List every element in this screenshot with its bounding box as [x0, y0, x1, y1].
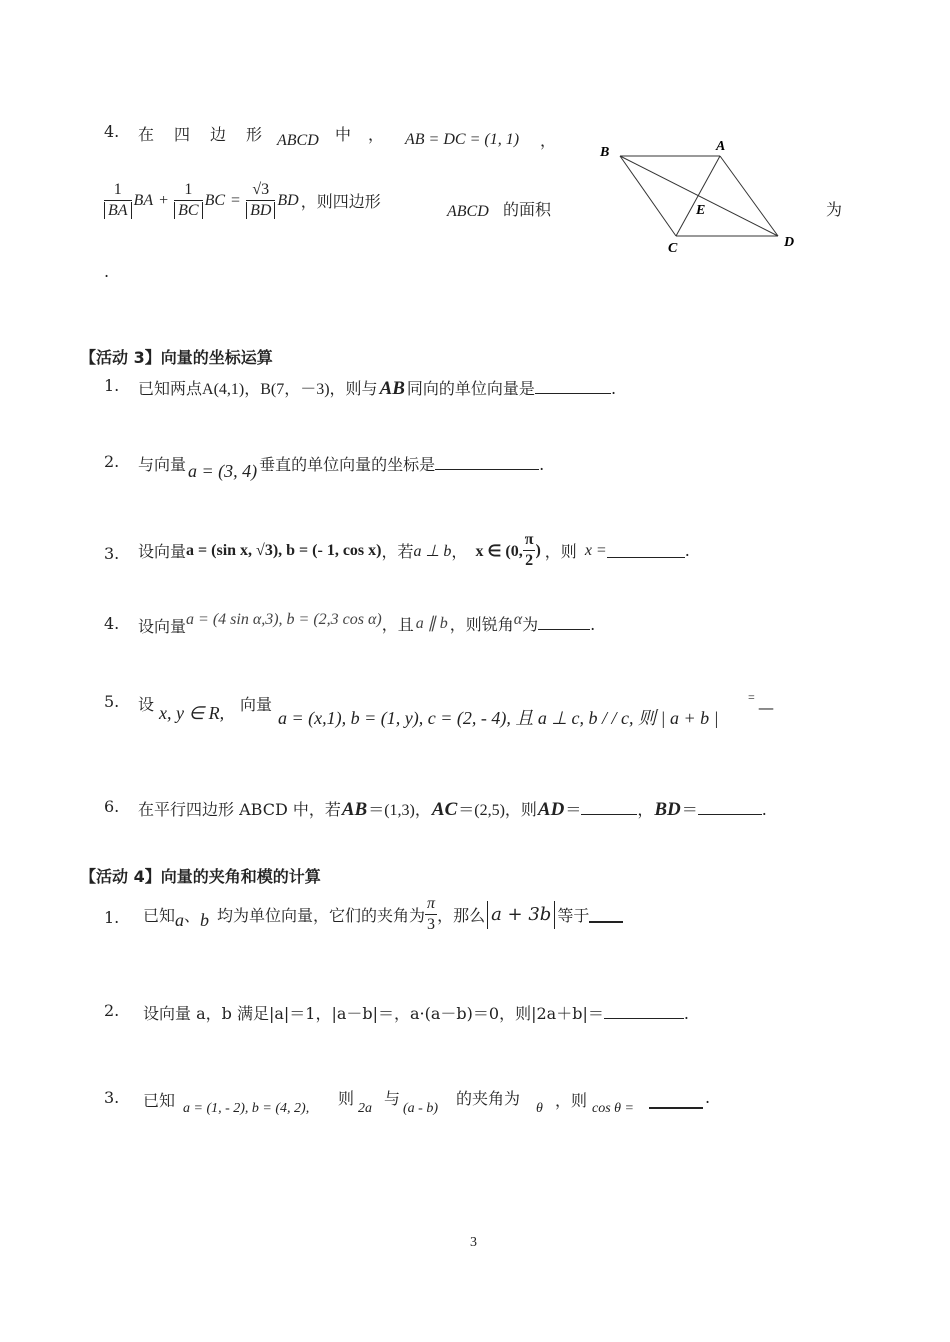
a4-q3-text-b: 的夹角为 — [456, 1089, 521, 1108]
p4-text-1: 在 四 边 形 — [138, 125, 265, 144]
a3-q6-bd: BD — [654, 799, 681, 820]
p4-frac-3-den: BD — [246, 202, 275, 219]
a3-q6-answer-blank-2 — [698, 800, 762, 815]
a4-q1-text-c: ，那么 — [437, 906, 486, 925]
label-b: B — [600, 145, 610, 160]
a4-q2-end: . — [683, 1004, 689, 1023]
a3-q4-alpha: α — [513, 611, 523, 628]
edge-cb — [620, 156, 676, 236]
a3-q6-text-f: ＝ — [681, 800, 698, 819]
a3-q4-text-b: ，且 — [381, 615, 414, 634]
p4-comma: ， — [368, 125, 385, 144]
a4-q3-answer-blank — [649, 1093, 703, 1109]
p4-frac-3 — [246, 180, 275, 221]
activity-3-title: 【活动 3】向量的坐标运算 — [80, 348, 273, 367]
a3-q2-number: 2. — [104, 452, 120, 471]
p4-frac-1-num: 1 — [104, 180, 132, 201]
a3-q4-parallel: a ∥ b — [415, 615, 448, 632]
a4-q3-ze: 则 — [338, 1089, 355, 1108]
a4-q1-a: a — [175, 910, 185, 930]
diagonal-ac — [676, 156, 720, 236]
p4-text-2: ，则四边形 — [300, 192, 381, 211]
a3-q6-text-d: ＝ — [565, 800, 582, 819]
a3-q3 — [138, 530, 690, 571]
a3-q1-text-a: 已知两点 — [138, 379, 203, 398]
label-c: C — [668, 241, 678, 256]
a3-q3-vectors: a = (sin x, √3), b = (- 1, cos x) — [186, 541, 382, 559]
a3-q6-answer-blank-1 — [581, 800, 637, 815]
a4-q1-pi-over-3 — [425, 894, 437, 935]
a3-q1-ab: AB — [379, 378, 405, 399]
a4-q3-cos: cos θ = — [592, 1101, 634, 1116]
a3-q4-text-c: ，则锐角 — [449, 615, 514, 634]
p4-frac-2-den: BC — [174, 202, 202, 219]
p4-bd: BD — [277, 191, 299, 209]
a4-q1-pi: π — [425, 894, 437, 915]
a3-q2-text-b: 垂直的单位向量的坐标是 — [259, 455, 436, 474]
a3-q6-text-e: ， — [637, 800, 654, 819]
a3-q1-answer-blank — [535, 379, 611, 394]
p4-abcd: ABCD — [277, 132, 319, 149]
a3-q6-text-b: ＝(1,3)， — [368, 802, 431, 819]
p4-eq-tail: ， — [540, 131, 557, 150]
a3-q4-text-d: 为 — [522, 615, 539, 634]
quadrilateral-figure — [590, 130, 810, 260]
a3-q3-pi-over-2 — [523, 530, 536, 571]
p4-dot: . — [104, 262, 110, 281]
activity-4-title: 【活动 4】向量的夹角和模的计算 — [80, 867, 321, 886]
a3-q6-ac: AC — [431, 799, 458, 820]
a4-q3-vectors: a = (1, - 2), b = (4, 2), — [183, 1101, 310, 1116]
a3-q3-text-c: ， — [451, 542, 468, 561]
a3-q6-text-c: ＝(2,5)，则 — [458, 802, 537, 819]
a3-q3-end: . — [684, 541, 690, 560]
a3-q3-text-b: ，若 — [381, 542, 414, 561]
a4-q3-end: . — [705, 1088, 711, 1107]
a4-q1 — [143, 894, 623, 935]
a3-q6 — [138, 797, 767, 821]
a3-q4-end: . — [590, 615, 596, 634]
a3-q5-equals: = — [748, 690, 755, 704]
a3-q6-end: . — [761, 800, 767, 819]
a4-q3-number: 3. — [104, 1088, 120, 1107]
a3-q2 — [138, 452, 545, 481]
a3-q2-end: . — [539, 455, 545, 474]
p4-equals: = — [231, 191, 241, 209]
a3-q3-close: ) — [535, 541, 541, 559]
a3-q4-number: 4. — [104, 614, 120, 633]
a3-q1-text-c: 同向的单位向量是 — [406, 379, 535, 398]
a3-q4-text-a: 设向量 — [138, 617, 187, 636]
a3-q1-number: 1. — [104, 376, 120, 395]
a3-q1 — [138, 376, 616, 400]
p4-frac-2 — [174, 180, 202, 221]
a3-q3-x: x = — [584, 541, 607, 559]
p4-fraction-equation — [104, 180, 381, 221]
a3-q5-text-b: 向量 — [240, 695, 273, 714]
a4-q1-text-d: 等于 — [557, 906, 590, 925]
a3-q5-xy: x, y ∈ R, — [159, 703, 225, 723]
a3-q6-text-a: 在平行四边形 ABCD 中，若 — [138, 800, 341, 819]
p4-wei: 为 — [826, 200, 843, 219]
a3-q3-text-d: ，则 — [544, 542, 577, 561]
a3-q3-answer-blank — [607, 543, 685, 558]
a4-q3-text-c: ，则 — [555, 1091, 588, 1110]
p4-frac-2-num: 1 — [174, 180, 202, 201]
label-a: A — [716, 139, 726, 154]
a4-q1-answer-blank — [589, 907, 623, 923]
a4-q3-theta: θ — [536, 1101, 543, 1116]
a3-q5-number: 5. — [104, 692, 120, 711]
a3-q6-ad: AD — [537, 799, 565, 820]
a3-q3-range: x ∈ (0, — [475, 542, 523, 560]
a3-q1-text-b: A(4,1)，B(7，－3)，则与 — [202, 381, 378, 398]
a3-q1-end: . — [610, 379, 617, 398]
a4-q3-2a: 2a — [358, 1101, 372, 1116]
p4-frac-1 — [104, 180, 132, 221]
a3-q3-two: 2 — [525, 552, 534, 569]
a4-q1-three: 3 — [427, 916, 436, 933]
a3-q4 — [138, 606, 596, 636]
p4-equation: AB = DC = (1, 1) — [405, 131, 520, 148]
p4-text-3: 的面积 — [503, 200, 552, 219]
a3-q6-number: 6. — [104, 797, 120, 816]
a3-q5-expression: a = (x,1), b = (1, y), c = (2, - 4), 且 a ⊥ c, b / / c, 则 | a + b | — [278, 708, 719, 728]
a4-q1-number: 1. — [104, 908, 120, 927]
a4-q1-b: b — [200, 910, 210, 930]
a3-q4-answer-blank — [538, 615, 590, 630]
page-number: 3 — [470, 1235, 477, 1250]
a4-q3-text-a: 已知 — [143, 1091, 176, 1110]
p4-ba: BA — [133, 191, 154, 209]
edge-ad — [720, 156, 778, 236]
label-e: E — [696, 203, 706, 218]
a4-q3-yu: 与 — [384, 1089, 401, 1108]
a4-q1-text-a: 已知 — [143, 906, 176, 925]
a3-q2-text-a: 与向量 — [138, 455, 187, 474]
a3-q3-pi: π — [523, 530, 536, 551]
a3-q2-vector: a = (3, 4) — [188, 461, 258, 481]
a3-q3-perp: a ⊥ b — [413, 542, 452, 560]
a4-q1-text-b: 均为单位向量，它们的夹角为 — [217, 906, 426, 925]
a4-q3-a-minus-b: (a - b) — [403, 1101, 438, 1116]
p4-zhong: 中 — [335, 125, 352, 144]
a3-q3-number: 3. — [104, 544, 120, 563]
a3-q5-text-a: 设 — [138, 695, 155, 714]
p4-frac-3-num: √3 — [246, 180, 275, 201]
a4-q1-modulus: a + 3b — [487, 901, 555, 929]
p4-frac-1-den: BA — [104, 202, 132, 219]
p4-plus: + — [159, 191, 169, 209]
a4-q2 — [143, 1001, 689, 1024]
p4-abcd-2: ABCD — [447, 203, 489, 220]
a4-q2-text: 设向量 a，b 满足|a|＝1，|a－b|＝，a·(a－b)＝0，则|2a＋b|＝ — [143, 1004, 604, 1023]
a4-q2-number: 2. — [104, 1001, 120, 1020]
a4-q1-sep: 、 — [184, 906, 201, 925]
diagonal-bd — [620, 156, 778, 236]
p4-bc: BC — [204, 191, 226, 209]
label-d: D — [784, 235, 795, 250]
p4-number: 4. — [104, 122, 120, 141]
a3-q5-dash: — — [758, 698, 774, 717]
a3-q4-vectors: a = (4 sin α,3), b = (2,3 cos α) — [186, 611, 382, 628]
a3-q3-text-a: 设向量 — [138, 542, 187, 561]
a4-q2-answer-blank — [604, 1004, 684, 1019]
a3-q2-answer-blank — [435, 455, 539, 470]
a3-q6-ab: AB — [341, 799, 368, 820]
